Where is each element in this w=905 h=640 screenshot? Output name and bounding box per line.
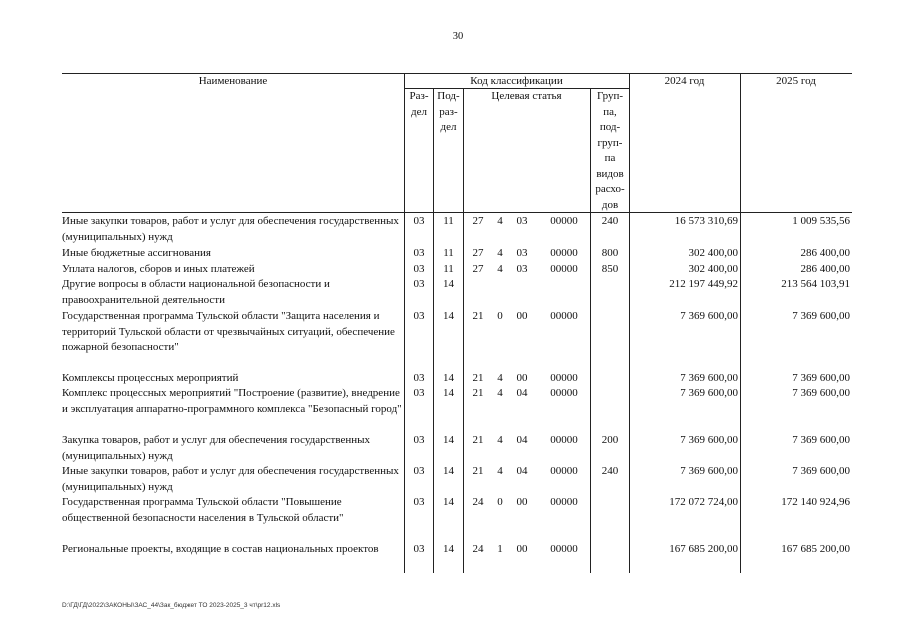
row-value-2025: 7 369 600,00: [792, 387, 850, 399]
row-code-r: 03: [413, 465, 425, 477]
row-code-grp: 200: [601, 434, 619, 446]
row-code-t4: 00000: [550, 496, 578, 508]
row-code-grp: 240: [601, 215, 619, 227]
row-code-r: 03: [413, 372, 425, 384]
row-code-t1: 21: [472, 372, 484, 384]
row-value-2024: 16 573 310,69: [674, 215, 738, 227]
header-bottom-rule: [62, 212, 852, 213]
row-code-pr: 11: [443, 247, 454, 259]
row-value-2025: 7 369 600,00: [792, 434, 850, 446]
row-code-t1: 24: [472, 543, 484, 555]
row-name: Государственная программа Тульской области "Защита населения и территорий Тульской области от чрезвычайных ситуаций, обеспечение пожарной безопасности": [62, 310, 395, 353]
row-code-t1: 27: [472, 263, 484, 275]
row-value-2024: 302 400,00: [688, 247, 738, 259]
row-code-pr: 14: [443, 434, 454, 446]
row-code-t4: 00000: [550, 310, 578, 322]
row-code-t3: 00: [516, 310, 528, 322]
header-code: Код классификации: [470, 75, 563, 87]
header-podrazdel-line: Под-: [437, 90, 460, 102]
row-code-t2: 4: [497, 263, 503, 275]
row-name: Иные бюджетные ассигнования: [62, 247, 211, 259]
row-code-t4: 00000: [550, 543, 578, 555]
row-value-2024: 172 072 724,00: [669, 496, 738, 508]
row-value-2025: 286 400,00: [800, 247, 850, 259]
row-value-2025: 286 400,00: [800, 263, 850, 275]
header-2024: 2024 год: [664, 75, 705, 87]
header-group-line: видов: [596, 167, 624, 180]
row-code-pr: 11: [443, 263, 454, 275]
col-divider: [463, 88, 464, 573]
row-code-pr: 14: [443, 387, 454, 399]
row-name: Региональные проекты, входящие в состав национальных проектов: [62, 543, 379, 555]
header-group-line: груп-: [597, 136, 623, 149]
row-code-t2: 4: [497, 372, 503, 384]
row-value-2024: 7 369 600,00: [680, 372, 738, 384]
row-value-2024: 167 685 200,00: [669, 543, 738, 555]
header-group-line: Груп-: [596, 90, 624, 102]
row-code-grp: 850: [601, 263, 619, 275]
header-podrazdel: [434, 89, 463, 136]
row-code-t2: 4: [497, 387, 503, 399]
row-name: Комплексы процессных мероприятий: [62, 372, 239, 384]
row-name: Комплекс процессных мероприятий "Построение (развитие), внедрение и эксплуатация аппаратно-программного комплекса "Безопасный город": [62, 387, 402, 415]
header-razdel-line: дел: [411, 105, 427, 118]
header-group: [591, 89, 629, 213]
row-code-t3: 00: [516, 372, 528, 384]
row-code-t1: 24: [472, 496, 484, 508]
header-group-line: под-: [599, 121, 621, 133]
header-razdel-line: Раз-: [409, 90, 429, 102]
header-target: Целевая статья: [491, 90, 562, 102]
row-value-2025: 213 564 103,91: [781, 278, 850, 290]
row-code-t3: 03: [516, 263, 528, 275]
file-path-footer: D:\ГД\ГД\2022\ЗАКОНЫ\ЗАС_44\Зак_бюджет ТО 2023-2025_3 чт\pr12.xls: [62, 602, 281, 609]
row-value-2025: 7 369 600,00: [792, 465, 850, 477]
row-code-t2: 4: [497, 434, 503, 446]
row-code-t2: 0: [497, 496, 503, 508]
row-value-2025: 172 140 924,96: [781, 496, 850, 508]
row-code-t4: 00000: [550, 247, 578, 259]
row-name: Иные закупки товаров, работ и услуг для обеспечения государственных (муниципальных) нужд: [62, 215, 399, 243]
header-group-line: дов: [601, 198, 619, 211]
row-value-2024: 212 197 449,92: [669, 278, 738, 290]
row-code-t1: 27: [472, 215, 484, 227]
row-code-t3: 00: [516, 543, 528, 555]
row-code-t1: 21: [472, 434, 484, 446]
row-name: Государственная программа Тульской области "Повышение общественной безопасности населения в Тульской области": [62, 496, 344, 524]
row-code-t3: 03: [516, 215, 528, 227]
row-code-r: 03: [413, 496, 425, 508]
row-code-t1: 21: [472, 465, 484, 477]
row-code-pr: 14: [443, 372, 454, 384]
row-value-2024: 7 369 600,00: [680, 434, 738, 446]
row-code-t2: 4: [497, 215, 503, 227]
row-code-t3: 04: [516, 387, 528, 399]
row-code-t4: 00000: [550, 434, 578, 446]
row-code-t2: 4: [497, 247, 503, 259]
row-code-grp: 240: [601, 465, 619, 477]
row-code-t4: 00000: [550, 372, 578, 384]
row-code-pr: 14: [443, 543, 454, 555]
header-razdel: [405, 89, 433, 120]
row-code-pr: 14: [443, 310, 454, 322]
row-code-t1: 21: [472, 387, 484, 399]
row-code-t2: 4: [497, 465, 503, 477]
row-code-r: 03: [413, 434, 425, 446]
row-value-2025: 167 685 200,00: [781, 543, 850, 555]
row-code-r: 03: [413, 310, 425, 322]
row-code-t4: 00000: [550, 387, 578, 399]
row-code-t4: 00000: [550, 215, 578, 227]
row-code-r: 03: [413, 278, 425, 290]
header-group-line: па: [604, 152, 616, 164]
header-group-line: расхо-: [595, 183, 625, 195]
row-value-2025: 1 009 535,56: [792, 215, 850, 227]
row-name: Другие вопросы в области национальной безопасности и правоохранительной деятельности: [62, 278, 330, 306]
row-code-pr: 14: [443, 278, 454, 290]
row-code-t3: 00: [516, 496, 528, 508]
row-code-grp: 800: [601, 247, 619, 259]
row-code-r: 03: [413, 215, 425, 227]
header-podrazdel-line: дел: [440, 121, 457, 133]
header-2025: 2025 год: [776, 75, 816, 87]
row-code-pr: 14: [443, 465, 454, 477]
row-code-t4: 00000: [550, 465, 578, 477]
row-value-2024: 7 369 600,00: [680, 387, 738, 399]
row-code-pr: 11: [443, 215, 454, 227]
row-code-r: 03: [413, 263, 425, 275]
row-code-t2: 0: [497, 310, 503, 322]
row-code-r: 03: [413, 543, 425, 555]
row-code-t3: 04: [516, 465, 528, 477]
row-code-r: 03: [413, 247, 425, 259]
row-code-t4: 00000: [550, 263, 578, 275]
row-name: Иные закупки товаров, работ и услуг для обеспечения государственных (муниципальных) нужд: [62, 465, 399, 493]
row-value-2024: 7 369 600,00: [680, 310, 738, 322]
row-code-t3: 03: [516, 247, 528, 259]
header-name: Наименование: [198, 75, 268, 87]
row-code-t1: 21: [472, 310, 484, 322]
row-code-r: 03: [413, 387, 425, 399]
row-code-t2: 1: [497, 543, 503, 555]
row-value-2025: 7 369 600,00: [792, 310, 850, 322]
row-code-pr: 14: [443, 496, 454, 508]
page-number: 30: [452, 31, 464, 42]
row-name: Закупка товаров, работ и услуг для обеспечения государственных (муниципальных) нужд: [62, 434, 371, 462]
row-value-2024: 7 369 600,00: [680, 465, 738, 477]
row-value-2025: 7 369 600,00: [792, 372, 850, 384]
row-code-t3: 04: [516, 434, 528, 446]
row-value-2024: 302 400,00: [688, 263, 738, 275]
row-code-t1: 27: [472, 247, 484, 259]
row-name: Уплата налогов, сборов и иных платежей: [62, 263, 255, 275]
header-podrazdel-line: раз-: [439, 105, 458, 118]
header-group-line: па,: [603, 105, 617, 118]
